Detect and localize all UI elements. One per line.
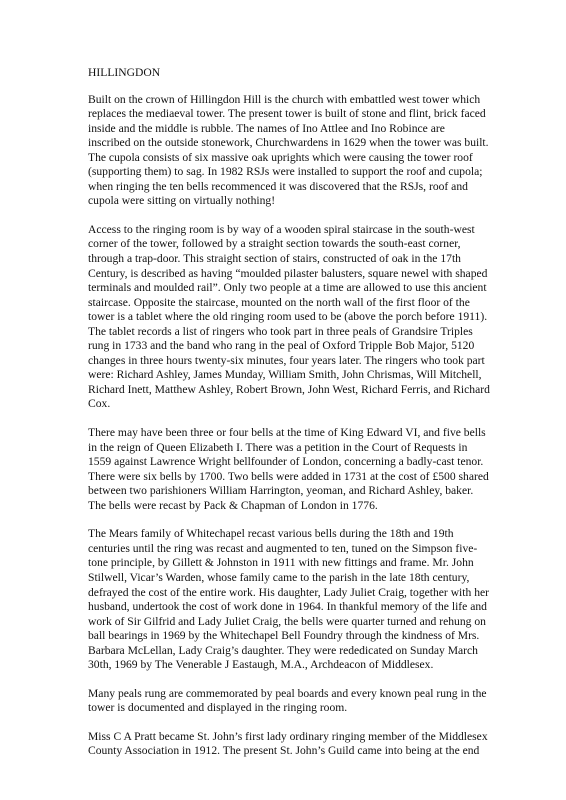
- paragraph-mears-family: The Mears family of Whitechapel recast various bells during the 18th and 19th centuries until the ring was recast and augmented to ten, tuned on the Simpson five-tone principle, by Gillett & Johnston in 1911 with new fittings and frame. Mr. John Stilwell, Vicar’s Warden, whose family came to the parish in the late 18th century, defrayed the cost of the entire work. His daughter, Lady Juliet Craig, together with her husband, undertook the cost of work done in 1964. In thankful memory of the life and work of Sir Gilfrid and Lady Juliet Craig, the bells were quarter turned and rehung on ball bearings in 1969 by the Whitechapel Bell Foundry through the kindness of Mrs. Barbara McLellan, Lady Craig’s daughter. They were rededicated on Sunday March 30th, 1969 by The Venerable J Eastaugh, M.A., Archdeacon of Middlesex.: [88, 527, 490, 672]
- document-title: HILLINGDON: [88, 66, 161, 79]
- paragraph-ringing-room: Access to the ringing room is by way of a wooden spiral staircase in the south-west corner of the tower, followed by a straight section towards the south-east corner, through a trap-door. This straight section of stairs, constructed of oak in the 17th Century, is described as having “moulded pilaster balusters, square newel with shaped terminals and moulded rail”. Only two people at a time are allowed to use this ancient staircase. Opposite the staircase, mounted on the north wall of the first floor of the tower is a tablet where the old ringing room used to be (above the porch before 1911). The tablet records a list of ringers who took part in three peals of Grandsire Triples rung in 1733 and the band who rang in the peal of Oxford Tripple Bob Major, 5120 changes in three hours twenty-six minutes, four years later. The ringers who took part were: Richard Ashley, James Munday, William Smith, John Chrismas, Will Mitchell, Richard Inett, Matthew Ashley, Robert Brown, John West, Richard Ferris, and Richard Cox.: [88, 222, 490, 411]
- paragraph-peal-boards: Many peals rung are commemorated by peal boards and every known peal rung in the tower is documented and displayed in the ringing room.: [88, 686, 487, 715]
- paragraph-guild: Miss C A Pratt became St. John’s first lady ordinary ringing member of the Middlesex County Association in 1912. The present St. John’s Guild came into being at the end: [88, 729, 488, 758]
- paragraph-tower: Built on the crown of Hillingdon Hill is the church with embattled west tower which replaces the mediaeval tower. The present tower is built of stone and flint, brick faced inside and the middle is rubble. The names of Ino Attlee and Ino Robince are inscribed on the outside stonework, Churchwardens in 1629 when the tower was built. The cupola consists of six massive oak uprights which were causing the tower roof (supporting them) to sag. In 1982 RSJs were installed to support the roof and cupola; when ringing the ten bells recommenced it was discovered that the RSJs, roof and cupola were sitting on virtually nothing!: [88, 92, 489, 208]
- paragraph-early-bells: There may have been three or four bells at the time of King Edward VI, and five bells in the reign of Queen Elizabeth I. There was a petition in the Court of Requests in 1559 against Lawrence Wright bellfounder of London, concerning a badly-cast tenor. There were six bells by 1700. Two bells were added in 1731 at the cost of £500 shared between two parishioners William Harrington, yeoman, and Richard Ashley, baker. The bells were recast by Pack & Chapman of London in 1776.: [88, 426, 489, 512]
- document-body: [88, 66, 490, 773]
